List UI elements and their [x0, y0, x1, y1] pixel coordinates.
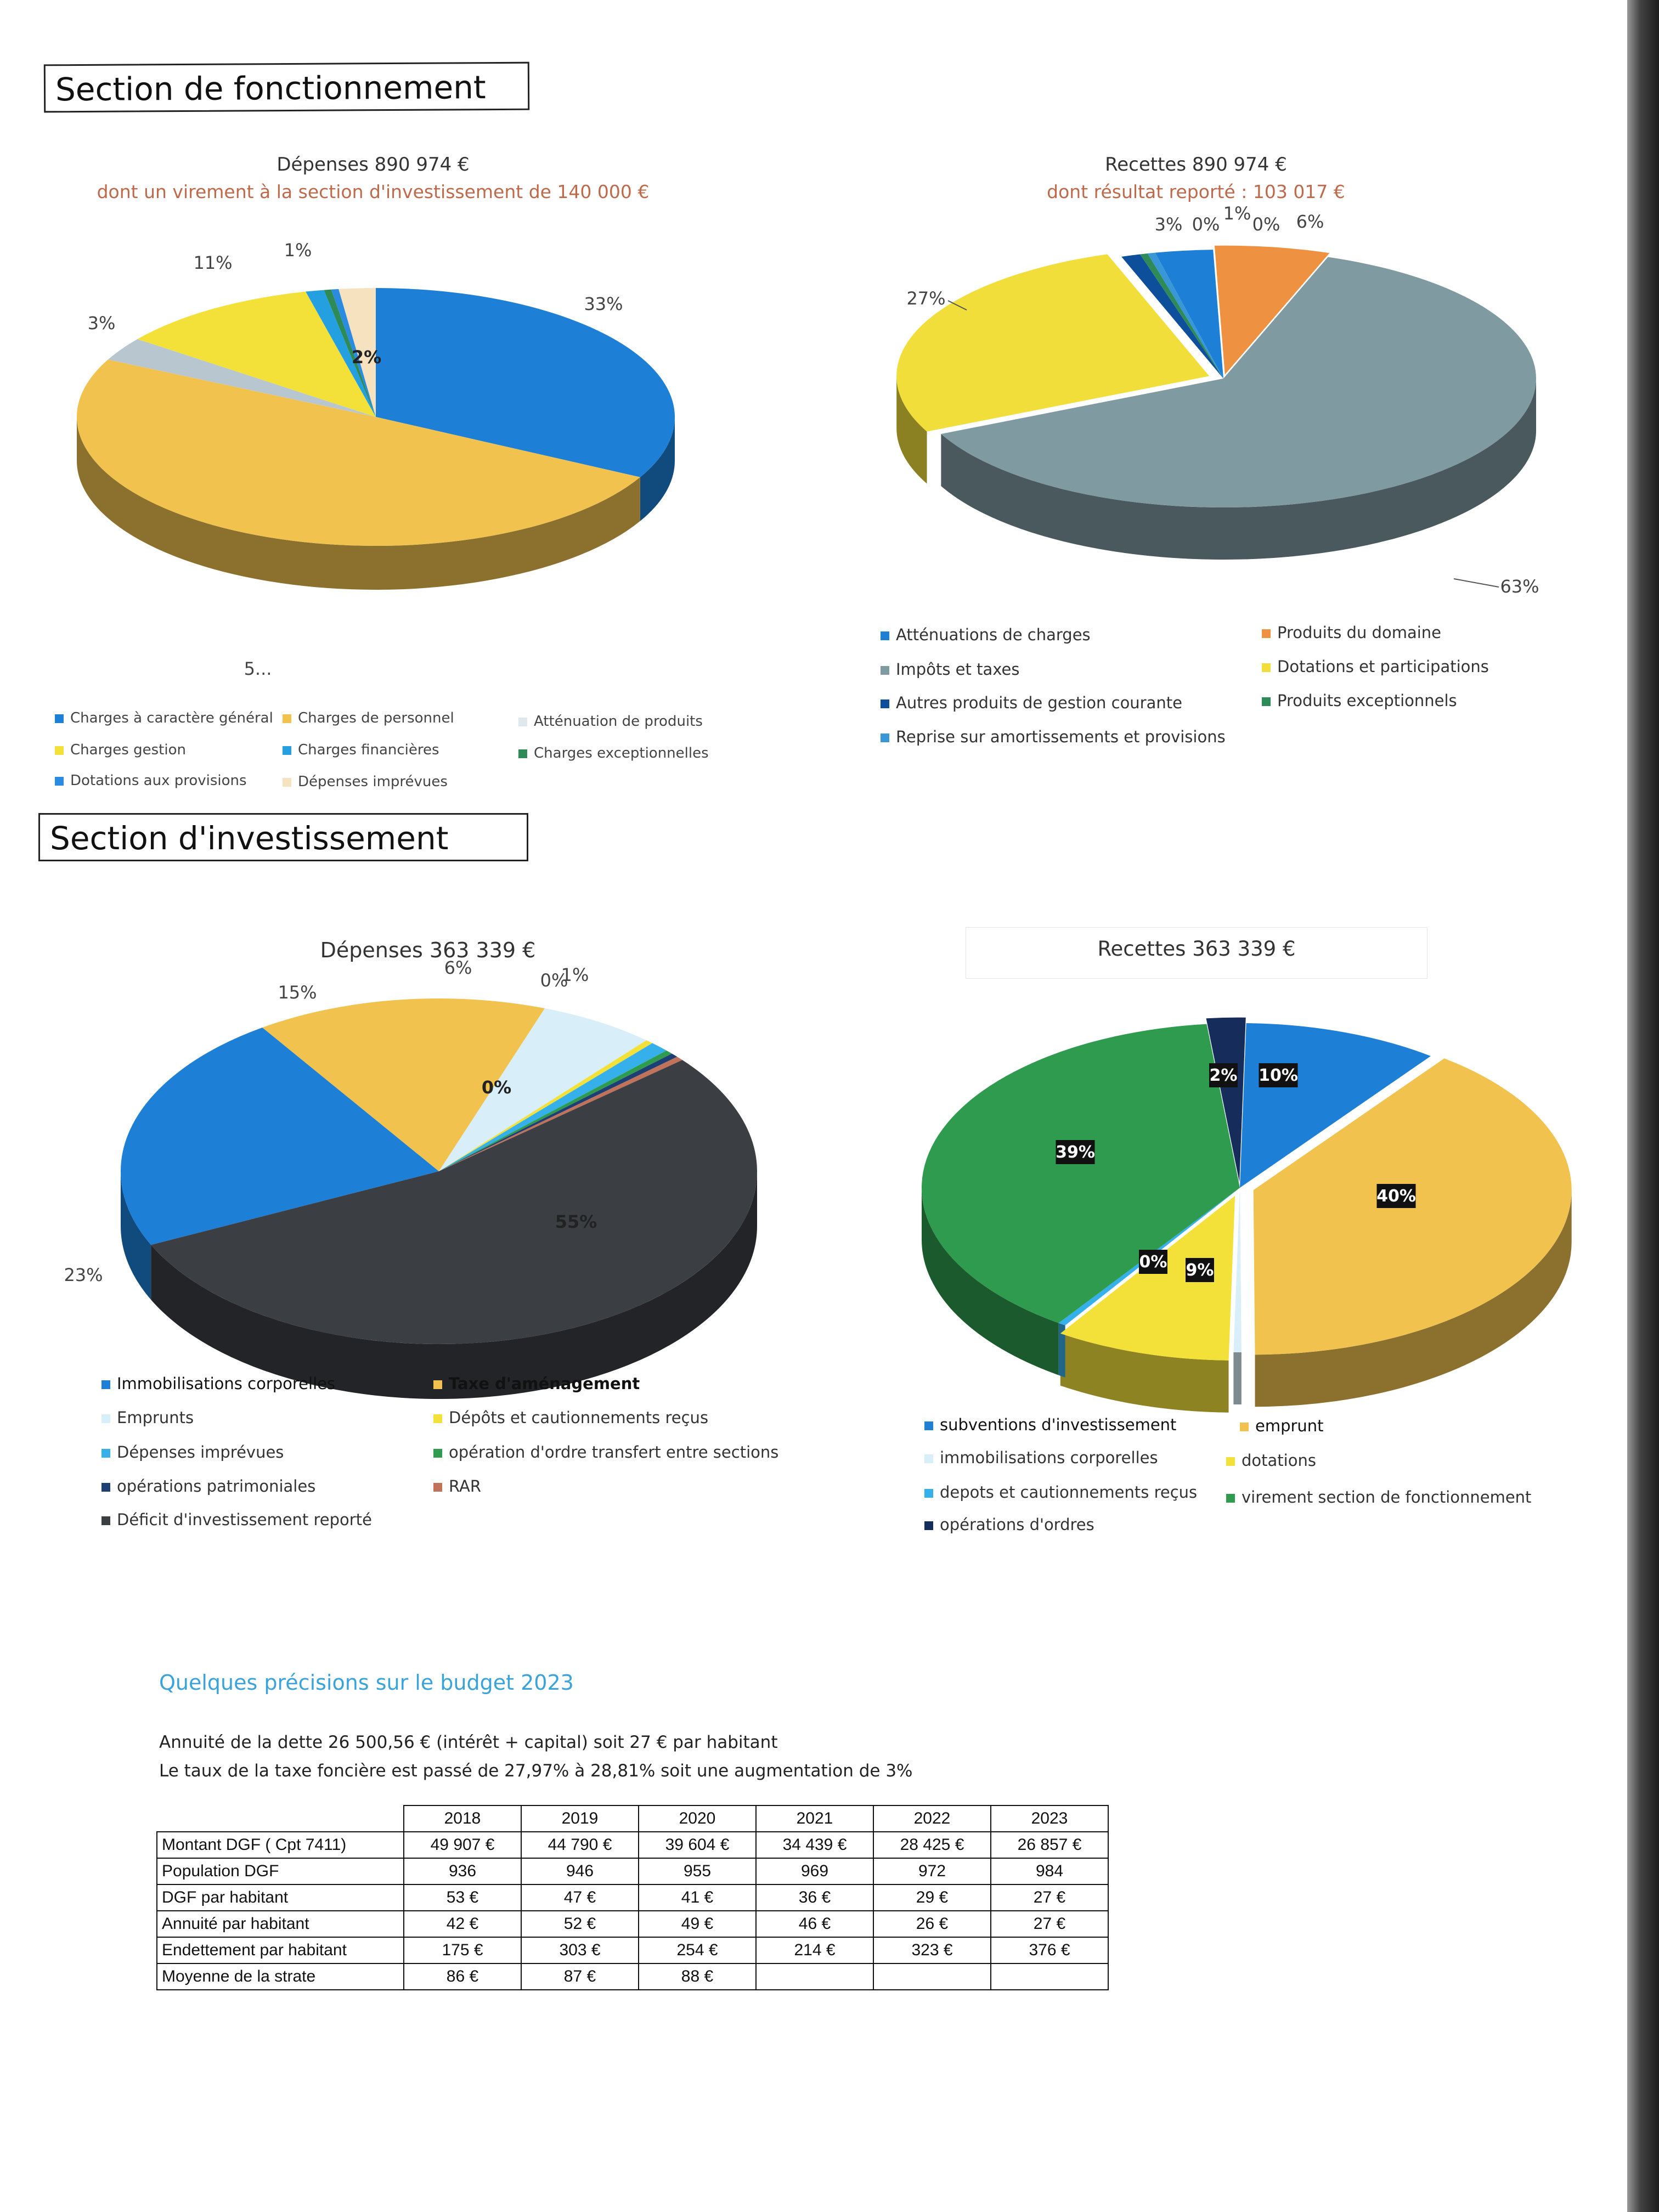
inv-depenses-pie — [0, 955, 823, 1470]
inv-depenses-title: Dépenses 363 339 € — [320, 938, 536, 962]
pie-slice-side — [1233, 1352, 1241, 1404]
table-cell: 44 790 € — [521, 1832, 639, 1858]
data-label: 27% — [906, 288, 946, 309]
legend-item: opérations d'ordres — [924, 1515, 1094, 1534]
table-row-label: DGF par habitant — [157, 1884, 404, 1911]
table-cell: 214 € — [756, 1937, 873, 1963]
table-cell: 29 € — [873, 1884, 991, 1911]
legend-item: Dépenses imprévues — [283, 774, 448, 790]
fonct-recettes-pie — [823, 198, 1591, 647]
legend-item: Charges gestion — [55, 742, 186, 758]
data-label: 63% — [1500, 576, 1539, 597]
data-label: 15% — [278, 982, 317, 1003]
data-label: 3% — [1154, 214, 1183, 235]
table-cell: 28 425 € — [873, 1832, 991, 1858]
table-cell: 34 439 € — [756, 1832, 873, 1858]
table-cell: 42 € — [404, 1911, 521, 1937]
legend-item: virement section de fonctionnement — [1226, 1488, 1531, 1506]
legend-item: Déficit d'investissement reporté — [101, 1510, 372, 1529]
legend-item: RAR — [433, 1477, 481, 1496]
table-cell: 52 € — [521, 1911, 639, 1937]
table-cell: 27 € — [991, 1884, 1108, 1911]
legend-item: Atténuation de produits — [518, 713, 703, 730]
data-label: 0% — [1252, 214, 1280, 235]
data-label: 6% — [444, 957, 472, 978]
fonct-depenses-subtitle: dont un virement à la section d'investissement de 140 000 € — [97, 181, 650, 202]
fonct-depenses-title: Dépenses 890 974 € — [276, 154, 470, 176]
table-row — [157, 1832, 1108, 1858]
legend-item: Dépenses imprévues — [101, 1443, 284, 1462]
table-cell: 175 € — [404, 1937, 521, 1963]
table-cell: 49 907 € — [404, 1832, 521, 1858]
table-col-year: 2018 — [404, 1805, 521, 1832]
legend-item: Autres produits de gestion courante — [881, 693, 1182, 712]
table-row-label: Moyenne de la strate — [157, 1963, 404, 1990]
legend-item: Charges exceptionnelles — [518, 745, 709, 761]
table-cell — [756, 1963, 873, 1990]
table-col-year: 2019 — [521, 1805, 639, 1832]
page-edge-shadow — [1627, 0, 1659, 2212]
fonct-recettes-subtitle: dont résultat reporté : 103 017 € — [1047, 181, 1345, 202]
table-row-label: Endettement par habitant — [157, 1937, 404, 1963]
data-label: 9% — [1186, 1261, 1214, 1280]
legend-item: subventions d'investissement — [924, 1415, 1176, 1434]
legend-item: opération d'ordre transfert entre sections — [433, 1443, 778, 1462]
legend-item: Emprunts — [101, 1408, 194, 1427]
table-col-year: 2021 — [756, 1805, 873, 1832]
notes-tax-line: Le taux de la taxe foncière est passé de 27,97% à 28,81% soit une augmentation de 3% — [159, 1761, 913, 1781]
table-row — [157, 1963, 1108, 1990]
table-col-year: 2023 — [991, 1805, 1108, 1832]
data-label: 3% — [87, 313, 116, 334]
legend-item: Immobilisations corporelles — [101, 1374, 335, 1393]
table-row-label: Montant DGF ( Cpt 7411) — [157, 1832, 404, 1858]
table-row-label: Population DGF — [157, 1858, 404, 1884]
data-label: 39% — [1056, 1143, 1095, 1162]
table-cell: 969 — [756, 1858, 873, 1884]
legend-item: Charges à caractère général — [55, 710, 273, 726]
pie-slice — [1233, 1188, 1241, 1352]
table-cell — [873, 1963, 991, 1990]
legend-item: Atténuations de charges — [881, 625, 1091, 644]
fonct-recettes-title: Recettes 890 974 € — [1105, 154, 1287, 176]
legend-item: Charges financières — [283, 742, 439, 758]
leader-line — [1454, 579, 1499, 587]
table-cell: 946 — [521, 1858, 639, 1884]
legend-item: Impôts et taxes — [881, 660, 1019, 679]
table-corner — [157, 1805, 404, 1832]
data-label: 1% — [561, 964, 589, 985]
data-label: 1% — [1223, 203, 1251, 224]
data-label: 11% — [193, 252, 233, 273]
table-row-label: Annuité par habitant — [157, 1911, 404, 1937]
data-label: 0% — [1139, 1252, 1167, 1272]
legend-item: depots et cautionnements reçus — [924, 1483, 1197, 1502]
table-cell: 46 € — [756, 1911, 873, 1937]
legend-item: Reprise sur amortissements et provisions — [881, 727, 1226, 746]
table-row — [157, 1937, 1108, 1963]
data-label: 0% — [1192, 214, 1220, 235]
table-col-year: 2020 — [639, 1805, 756, 1832]
legend-item: Produits exceptionnels — [1262, 691, 1457, 710]
data-label: 6% — [1296, 211, 1324, 232]
table-cell: 86 € — [404, 1963, 521, 1990]
legend-item: Taxe d'aménagement — [433, 1374, 640, 1393]
section-title-investissement: Section d'investissement — [38, 813, 528, 861]
table-cell: 87 € — [521, 1963, 639, 1990]
legend-item: Produits du domaine — [1262, 623, 1441, 642]
data-label: 33% — [584, 294, 623, 314]
data-label: 23% — [64, 1265, 103, 1285]
section-title-fonctionnement: Section de fonctionnement — [44, 62, 529, 113]
table-cell: 26 857 € — [991, 1832, 1108, 1858]
legend-item: Dotations et participations — [1262, 657, 1489, 676]
table-cell: 41 € — [639, 1884, 756, 1911]
table-cell: 49 € — [639, 1911, 756, 1937]
table-col-year: 2022 — [873, 1805, 991, 1832]
data-label: 55% — [555, 1211, 597, 1232]
table-cell: 36 € — [756, 1884, 873, 1911]
legend-item: opérations patrimoniales — [101, 1477, 315, 1496]
table-cell: 39 604 € — [639, 1832, 756, 1858]
legend-item: immobilisations corporelles — [924, 1448, 1158, 1467]
table-cell: 53 € — [404, 1884, 521, 1911]
table-cell: 47 € — [521, 1884, 639, 1911]
legend-item: Charges de personnel — [283, 710, 454, 726]
data-label: 0% — [481, 1077, 512, 1098]
table-cell: 254 € — [639, 1937, 756, 1963]
table-cell: 88 € — [639, 1963, 756, 1990]
inv-recettes-pie — [856, 971, 1624, 1465]
table-cell: 984 — [991, 1858, 1108, 1884]
data-label: 2% — [351, 347, 382, 368]
data-label: 10% — [1259, 1066, 1298, 1085]
legend-item: Dotations aux provisions — [55, 772, 247, 789]
table-cell: 303 € — [521, 1937, 639, 1963]
table-cell — [991, 1963, 1108, 1990]
legend-item: dotations — [1226, 1451, 1316, 1470]
legend-item: Dépôts et cautionnements reçus — [433, 1408, 708, 1427]
table-header-row — [157, 1805, 1108, 1832]
notes-title: Quelques précisions sur le budget 2023 — [159, 1671, 574, 1695]
table-cell: 936 — [404, 1858, 521, 1884]
table-cell: 955 — [639, 1858, 756, 1884]
fonct-depenses-pie — [0, 219, 823, 713]
data-label: 1% — [284, 240, 312, 261]
data-label: 40% — [1376, 1187, 1416, 1206]
table-row — [157, 1911, 1108, 1937]
table-cell: 27 € — [991, 1911, 1108, 1937]
table-cell: 323 € — [873, 1937, 991, 1963]
data-label: 5... — [244, 658, 272, 679]
data-label: 0% — [540, 970, 568, 991]
notes-debt-line: Annuité de la dette 26 500,56 € (intérêt + capital) soit 27 € par habitant — [159, 1733, 778, 1752]
table-row — [157, 1884, 1108, 1911]
dgf-table — [156, 1805, 1109, 1990]
table-row — [157, 1858, 1108, 1884]
data-label: 2% — [1209, 1066, 1238, 1085]
table-cell: 26 € — [873, 1911, 991, 1937]
inv-recettes-title: Recettes 363 339 € — [966, 927, 1427, 979]
table-cell: 972 — [873, 1858, 991, 1884]
table-cell: 376 € — [991, 1937, 1108, 1963]
legend-item: emprunt — [1240, 1417, 1324, 1435]
